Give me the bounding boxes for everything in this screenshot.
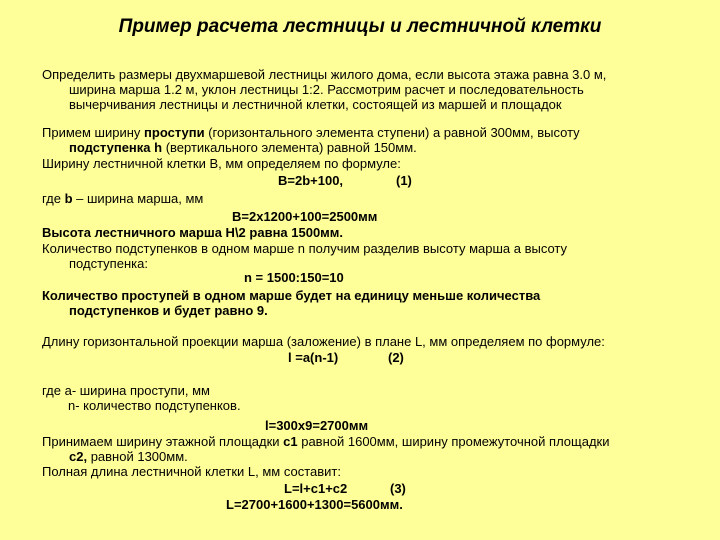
formula-6: L=l+с1+с2 [284, 481, 348, 496]
text-run: где [42, 191, 65, 206]
bold-term-tread: проступи [144, 125, 205, 140]
problem-statement [42, 67, 672, 112]
text-run: Принимаем ширину этажной площадки [42, 434, 284, 449]
tread-count-line-1: Количество проступей в одном марше будет на единицу меньше количества [42, 288, 541, 303]
riser-count-paragraph [42, 241, 672, 271]
where-a-line-1: где а- ширина проступи, мм [42, 383, 210, 398]
text-run: (вертикального элемента) равной 150мм. [162, 140, 417, 155]
bold-term-c2: с2, [69, 449, 88, 464]
formula-2: В=2х1200+100=2500мм [232, 209, 378, 224]
tread-count-paragraph [42, 288, 672, 318]
landing-width-paragraph [42, 434, 672, 464]
where-a-line-2: n- количество подступенков. [68, 398, 241, 413]
tread-riser-paragraph [42, 125, 672, 155]
formula-7: L=2700+1600+1300=5600мм. [226, 497, 403, 512]
bold-term-b: b [64, 191, 73, 206]
where-b-line [42, 191, 672, 206]
formula-3: n = 1500:150=10 [244, 270, 344, 285]
formula-4: l =а(n-1) [288, 350, 339, 365]
text-run: (горизонтального элемента ступени) а равной 300мм, высоту [204, 125, 580, 140]
bold-term-riser: подступенка h [69, 140, 163, 155]
formula-5: l=300x9=2700мм [265, 418, 369, 433]
full-length-intro: Полная длина лестничной клетки L, мм составит: [42, 464, 341, 479]
problem-line-2: ширина марша 1.2 м, уклон лестницы 1:2. Рассмотрим расчет и последовательность [69, 82, 584, 97]
problem-line-3: вычерчивания лестницы и лестничной клетки, состоящей из маршей и площадок [69, 97, 562, 112]
text-run: равной 1300мм. [87, 449, 188, 464]
text-run: Примем ширину [42, 125, 145, 140]
stairwell-width-intro: Ширину лестничной клетки В, мм определяем по формуле: [42, 156, 401, 171]
formula-4-number: (2) [388, 350, 404, 365]
where-a-paragraph [42, 383, 672, 413]
slide-title: Пример расчета лестницы и лестничной клетки [118, 16, 602, 37]
text-run: – ширина марша, мм [72, 191, 204, 206]
problem-line-1: Определить размеры двухмаршевой лестницы жилого дома, если высота этажа равна 3.0 м, [42, 67, 607, 82]
formula-1-number: (1) [396, 173, 412, 188]
formula-1: В=2b+100, [278, 173, 344, 188]
tread-count-line-2: подступенков и будет равно 9. [69, 303, 268, 318]
flight-height-line: Высота лестничного марша Н\2 равна 1500мм. [42, 225, 344, 240]
formula-6-number: (3) [390, 481, 406, 496]
text-run: равной 1600мм, ширину промежуточной площадки [297, 434, 610, 449]
riser-count-line-1: Количество подступенков в одном марше n получим разделив высоту марша а высоту [42, 241, 568, 256]
riser-count-line-2: подступенка: [69, 256, 148, 271]
bold-term-c1: с1 [283, 434, 298, 449]
projection-length-intro: Длину горизонтальной проекции марша (заложение) в плане L, мм определяем по формуле: [42, 334, 605, 349]
